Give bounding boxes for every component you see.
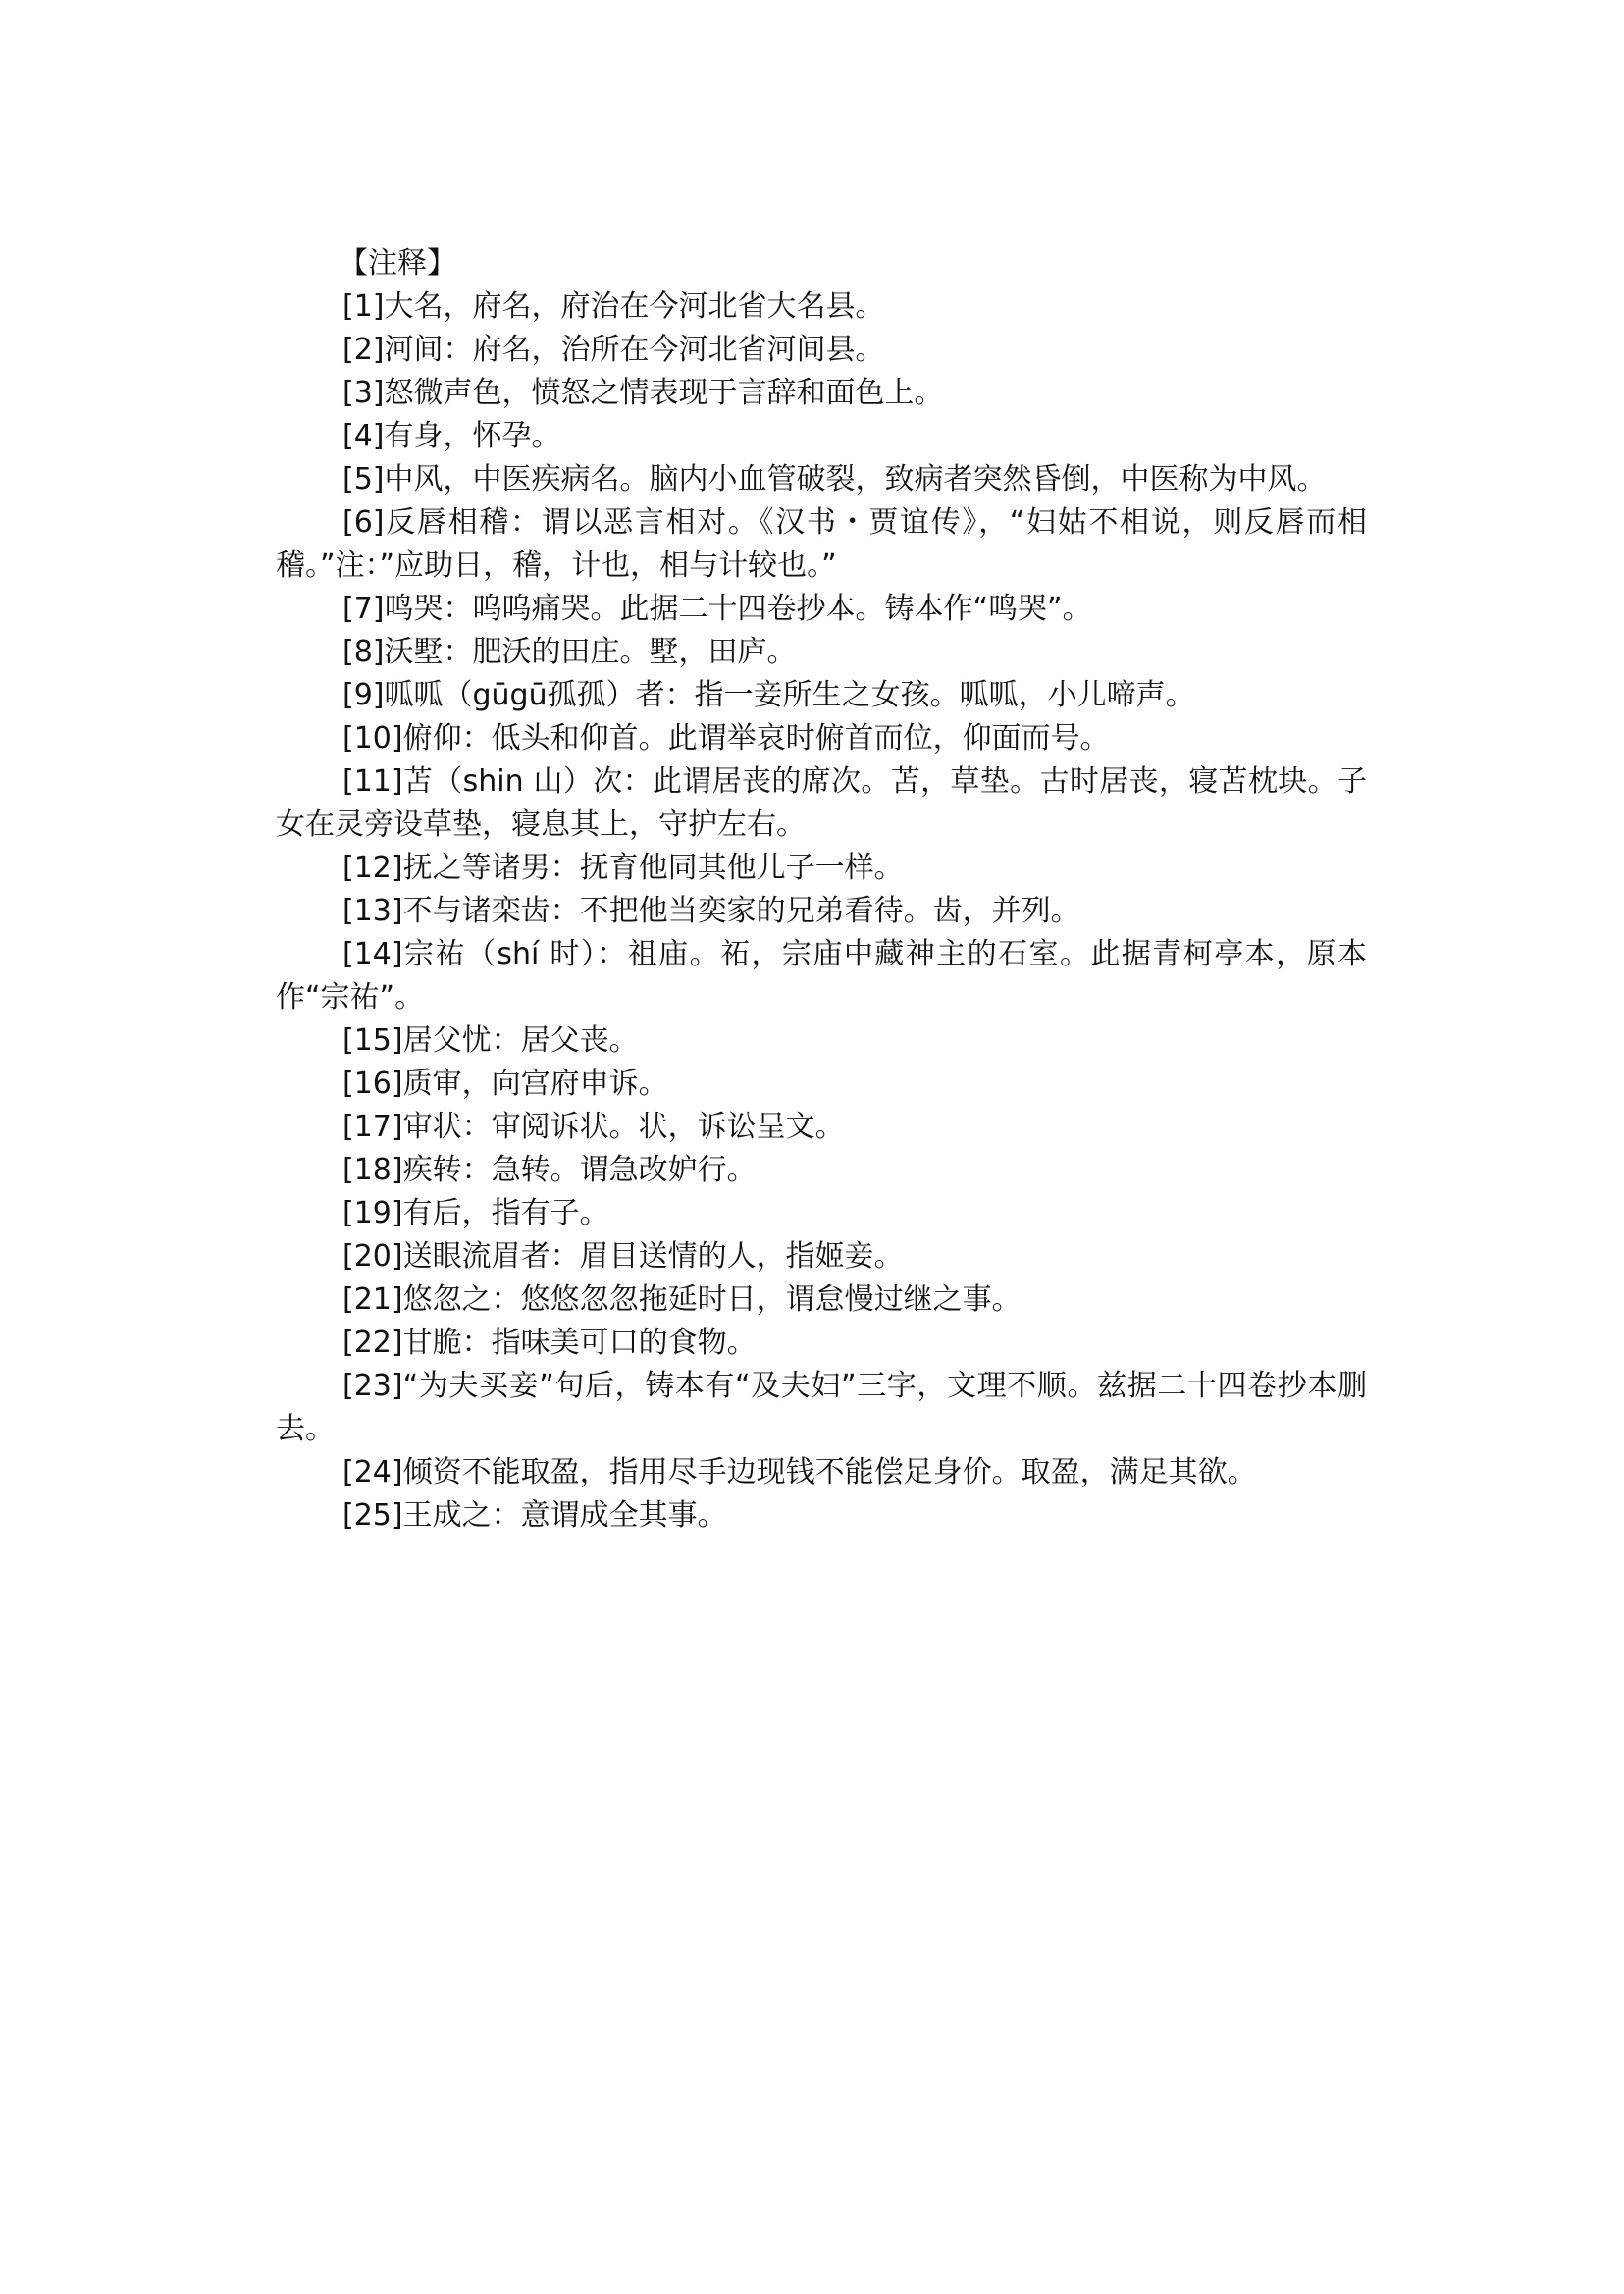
note-text: 抚之等诸男：抚育他同其他儿子一样。 <box>402 851 904 885</box>
note-item <box>276 890 1367 933</box>
note-number: [2] <box>342 333 385 367</box>
note-number: [19] <box>342 1196 403 1230</box>
note-text: 有身，怀孕。 <box>384 419 561 453</box>
note-number: [5] <box>342 462 385 496</box>
note-item <box>276 329 1367 372</box>
note-item <box>276 674 1367 717</box>
note-text: 悠忽之：悠悠忽忽拖延时日，谓怠慢过继之事。 <box>402 1282 1022 1317</box>
note-number: [10] <box>342 721 403 756</box>
note-item <box>276 760 1367 847</box>
note-text: 河间：府名，治所在今河北省河间县。 <box>384 333 885 367</box>
note-number: [13] <box>342 894 403 928</box>
note-number: [25] <box>342 1498 403 1533</box>
document-page <box>276 242 1367 1538</box>
note-number: [20] <box>342 1239 403 1274</box>
note-text: 鸣哭：呜呜痛哭。此据二十四卷抄本。铸本作“鸣哭”。 <box>384 592 1092 626</box>
note-item <box>276 501 1367 588</box>
note-text: 有后，指有子。 <box>402 1196 609 1230</box>
note-item <box>276 1235 1367 1278</box>
note-text: 呱呱（gūgū孤孤）者：指一妾所生之女孩。呱呱，小儿啼声。 <box>384 678 1195 712</box>
note-text: 中风，中医疾病名。脑内小血管破裂，致病者突然昏倒，中医称为中风。 <box>384 462 1327 496</box>
note-item <box>276 458 1367 501</box>
note-number: [11] <box>342 764 403 799</box>
note-item <box>276 1149 1367 1192</box>
note-number: [12] <box>342 851 403 885</box>
note-number: [4] <box>342 419 385 453</box>
notes-list <box>276 286 1367 1538</box>
note-item <box>276 717 1367 760</box>
note-number: [3] <box>342 376 385 410</box>
note-number: [6] <box>342 505 385 540</box>
note-item <box>276 1063 1367 1106</box>
note-item <box>276 1365 1367 1451</box>
note-number: [21] <box>342 1282 403 1317</box>
note-text: 反唇相稽：谓以恶言相对。《汉书・贾谊传》，“妇姑不相说，则反唇而相稽。”注：”应助日，稽，计也，相与计较也。” <box>276 505 1367 583</box>
note-text: 审状：审阅诉状。状，诉讼呈文。 <box>402 1110 845 1144</box>
note-item <box>276 1106 1367 1149</box>
note-text: 苫（shin 山）次：此谓居丧的席次。苫，草垫。古时居丧，寝苫枕块。子女在灵旁设草垫，寝息其上，守护左右。 <box>276 764 1367 842</box>
note-number: [15] <box>342 1023 403 1058</box>
note-item <box>276 372 1367 415</box>
note-text: 怒微声色，愤怒之情表现于言辞和面色上。 <box>384 376 944 410</box>
note-number: [17] <box>342 1110 403 1144</box>
note-item <box>276 1192 1367 1235</box>
note-number: [18] <box>342 1153 403 1187</box>
note-item <box>276 415 1367 458</box>
note-text: “为夫买妾”句后，铸本有“及夫妇”三字，文理不顺。兹据二十四卷抄本删去。 <box>276 1369 1367 1446</box>
note-item <box>276 631 1367 674</box>
section-heading: 【注释】 <box>339 246 456 281</box>
note-number: [14] <box>342 937 403 971</box>
note-text: 宗祐（shí 时）：祖庙。祏，宗庙中藏神主的石室。此据青柯亭本，原本作“宗祐”。 <box>276 937 1367 1015</box>
note-number: [8] <box>342 635 385 669</box>
note-text: 沃墅：肥沃的田庄。墅，田庐。 <box>384 635 797 669</box>
note-text: 不与诸栾齿：不把他当奕家的兄弟看待。齿，并列。 <box>402 894 1080 928</box>
note-text: 送眼流眉者：眉目送情的人，指姬妾。 <box>402 1239 904 1274</box>
note-text: 大名，府名，府治在今河北省大名县。 <box>384 289 885 324</box>
note-item <box>276 286 1367 329</box>
note-item <box>276 933 1367 1019</box>
note-item <box>276 1278 1367 1322</box>
note-text: 质审，向宫府申诉。 <box>402 1067 668 1101</box>
note-number: [16] <box>342 1067 403 1101</box>
note-item <box>276 1451 1367 1494</box>
note-item <box>276 588 1367 631</box>
note-text: 俯仰：低头和仰首。此谓举哀时俯首而位，仰面而号。 <box>402 721 1110 756</box>
note-number: [23] <box>342 1369 403 1403</box>
note-number: [22] <box>342 1326 403 1360</box>
note-text: 甘脆：指味美可口的食物。 <box>402 1326 757 1360</box>
note-text: 倾资不能取盈，指用尽手边现钱不能偿足身价。取盈，满足其欲。 <box>402 1455 1257 1489</box>
note-text: 居父忧：居父丧。 <box>402 1023 639 1058</box>
note-item <box>276 1322 1367 1365</box>
note-text: 疾转：急转。谓急改妒行。 <box>402 1153 757 1187</box>
note-number: [1] <box>342 289 385 324</box>
note-number: [9] <box>342 678 385 712</box>
note-item <box>276 1494 1367 1538</box>
note-number: [7] <box>342 592 385 626</box>
note-number: [24] <box>342 1455 403 1489</box>
note-item <box>276 1019 1367 1063</box>
note-item <box>276 847 1367 890</box>
note-text: 王成之：意谓成全其事。 <box>402 1498 727 1533</box>
